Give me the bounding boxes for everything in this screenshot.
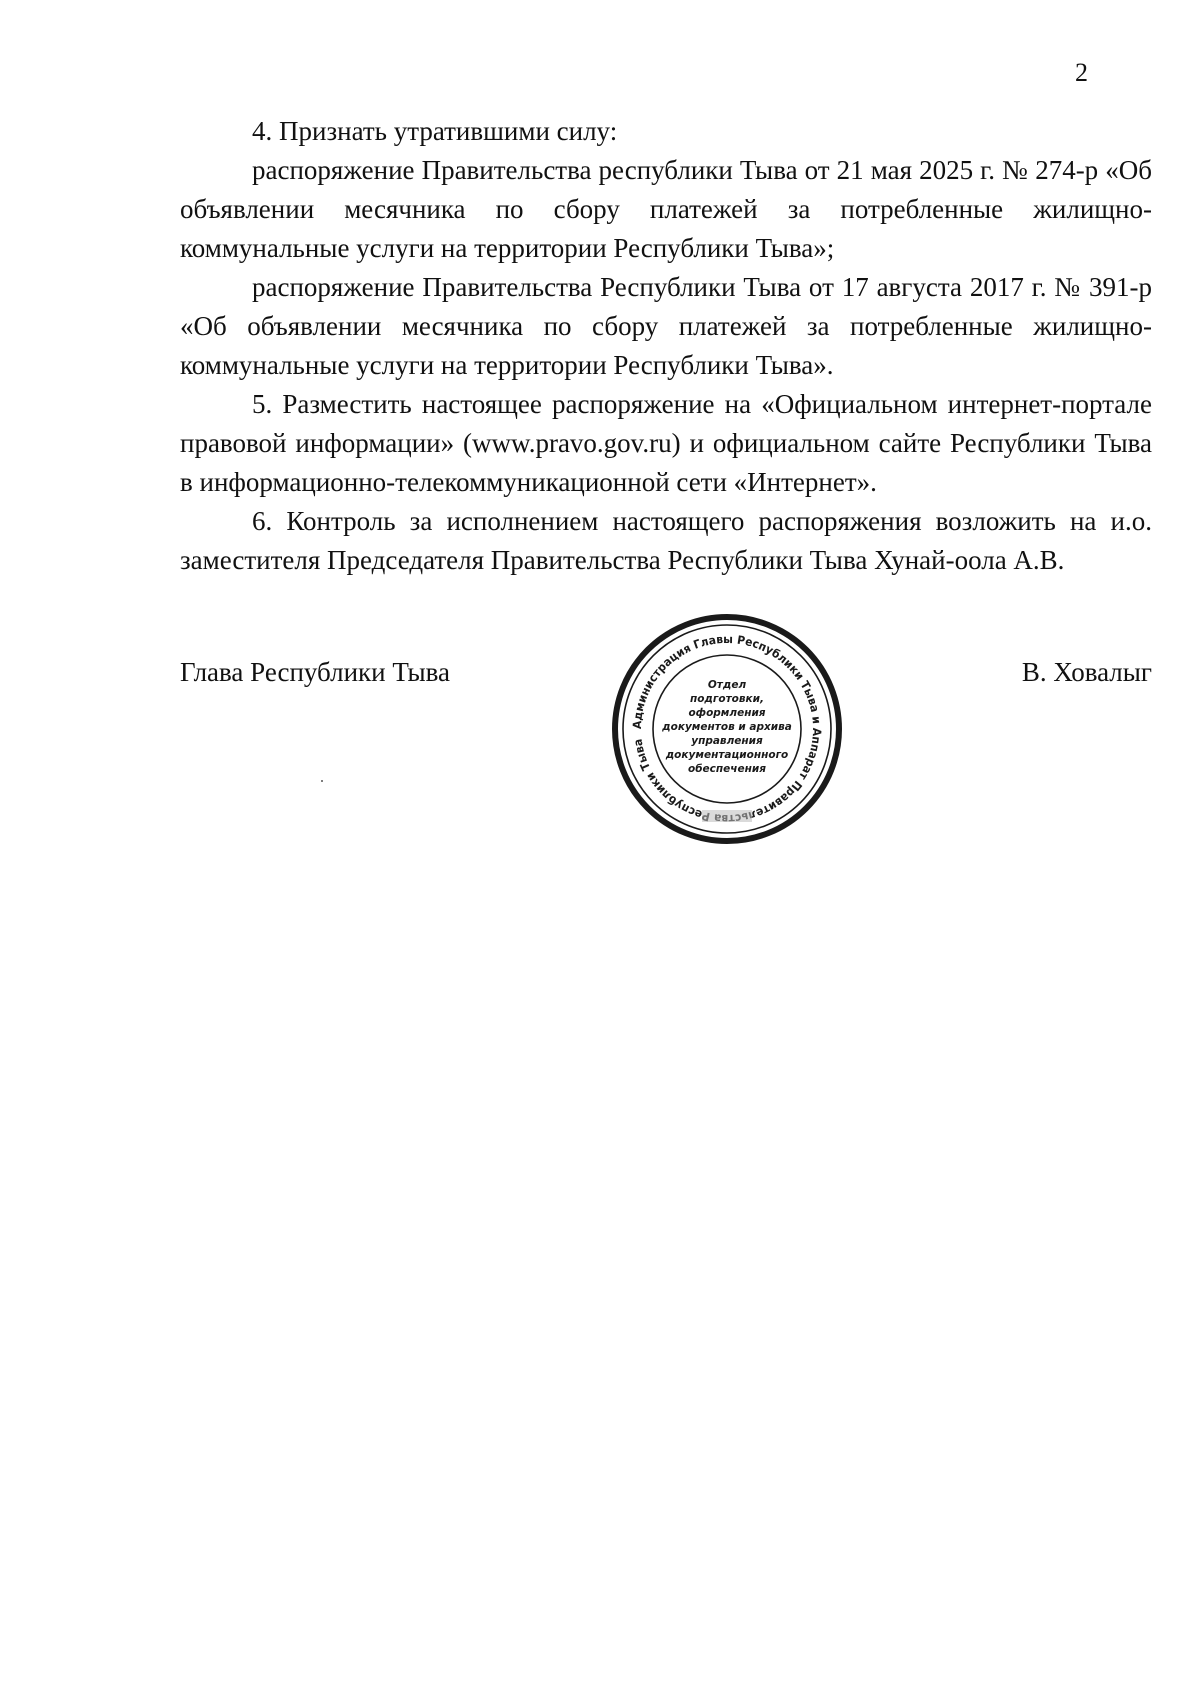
paragraph-item-6: 6. Контроль за исполнением настоящего распоряжения возложить на и.о. заместителя Председателя Правительства Республики Тыва Хунай-оола А.В.: [180, 506, 1152, 575]
official-stamp: [610, 612, 844, 846]
document-body: [180, 112, 1152, 580]
paragraph-repealed-order-274: распоряжение Правительства республики Тыва от 21 мая 2025 г. № 274-р «Об объявлении месячника по сбору платежей за потребленные жилищно-коммунальные услуги на территории Республики Тыва»;: [180, 155, 1152, 263]
stamp-smudge: [702, 810, 752, 822]
paragraph-item-5: 5. Разместить настоящее распоряжение на «Официальном интернет-портале правовой информации» (www.pravo.gov.ru) и официальном сайте Республики Тыва в информационно-телекоммуникационной сети «Интернет».: [180, 389, 1152, 497]
paragraph-item-4: 4. Признать утратившими силу:: [252, 116, 618, 146]
stamp-ring-text: Администрация Главы Республики Тыва и Аппарат Правител еспублики Тыва: [629, 631, 825, 824]
page-number: 2: [1075, 58, 1088, 87]
signature-name: В. Ховалыг: [1021, 657, 1152, 687]
stamp-center-line-4: документов и архива: [662, 721, 792, 733]
stamp-center-line-7: обеспечения: [688, 763, 766, 775]
scan-speck: [321, 780, 323, 782]
stamp-center-line-5: управления: [691, 735, 763, 747]
signature-title: Глава Республики Тыва: [180, 657, 451, 687]
paragraph-repealed-order-391: распоряжение Правительства Республики Тыва от 17 августа 2017 г. № 391-р «Об объявлении месячника по сбору платежей за потребленные жилищно-коммунальные услуги на территории Республики Тыва».: [180, 272, 1152, 380]
stamp-seal-icon: [610, 612, 844, 846]
stamp-center-line-1: Отдел: [707, 679, 747, 691]
stamp-center-line-6: документационного: [665, 749, 789, 761]
stamp-center-line-3: оформления: [688, 707, 766, 719]
stamp-center-line-2: подготовки,: [689, 693, 765, 705]
